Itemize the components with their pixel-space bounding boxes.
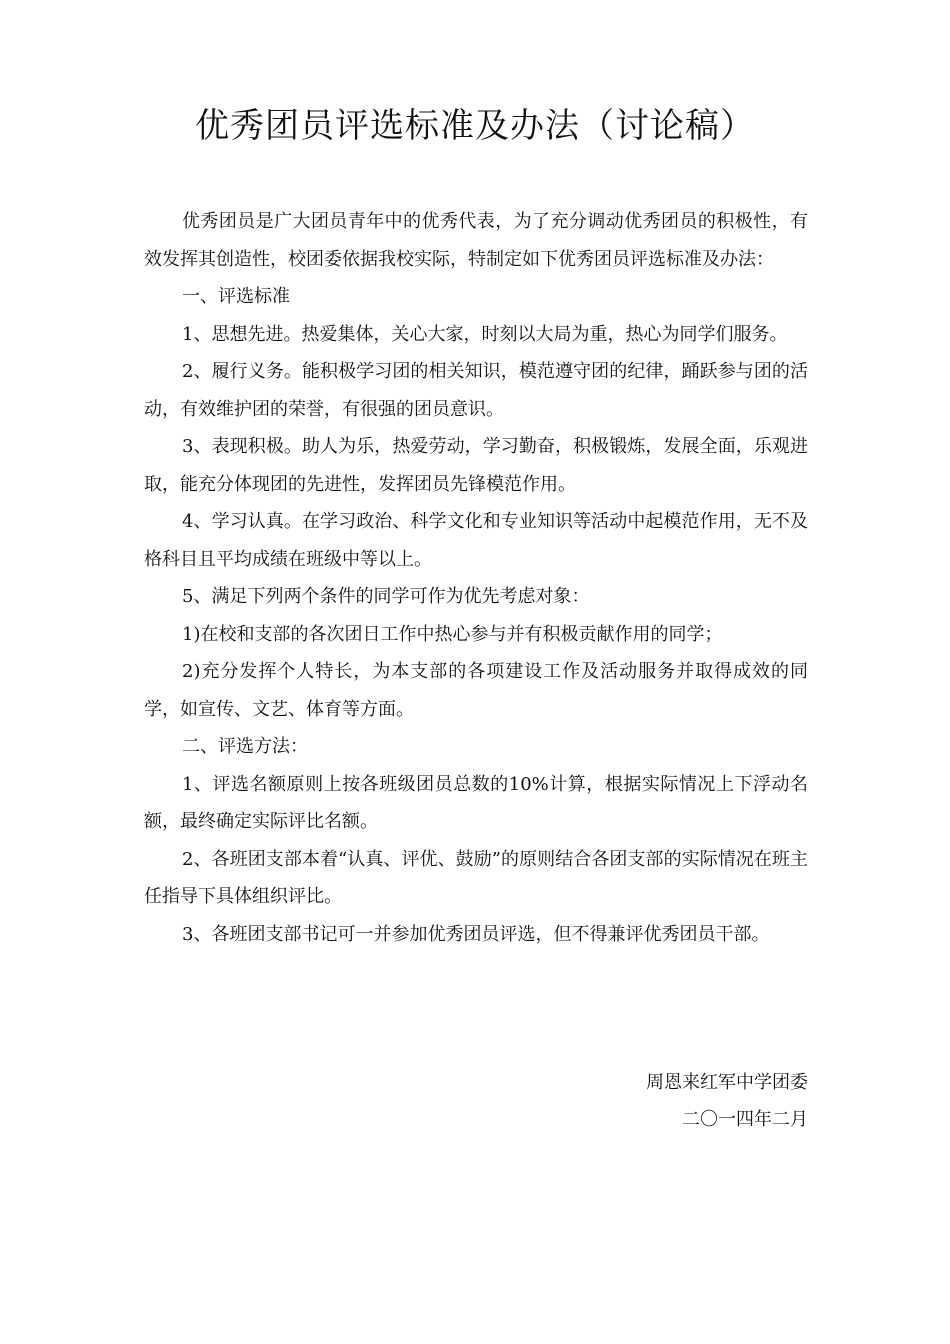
method-item-1: 1、评选名额原则上按各班级团员总数的10%计算，根据实际情况上下浮动名额，最终确定实际评比名额。	[144, 773, 808, 832]
method-item-2: 2、各班团支部本着“认真、评优、鼓励”的原则结合各团支部的实际情况在班主任指导下具体组织评比。	[144, 848, 808, 907]
section2-heading: 二、评选方法：	[182, 736, 308, 757]
standard-item-3: 3、表现积极。助人为乐，热爱劳动，学习勤奋，积极锻炼，发展全面，乐观进取，能充分体现团的先进性，发挥团员先锋模范作用。	[144, 436, 808, 495]
standard-item-2: 2、履行义务。能积极学习团的相关知识，模范遵守团的纪律，踊跃参与团的活动，有效维护团的荣誉，有很强的团员意识。	[144, 361, 808, 420]
priority-condition-2: 2)充分发挥个人特长，为本支部的各项建设工作及活动服务并取得成效的同学，如宣传、文艺、体育等方面。	[144, 661, 808, 720]
document-body	[144, 203, 808, 953]
standard-item-4: 4、学习认真。在学习政治、科学文化和专业知识等活动中起模范作用，无不及格科目且平均成绩在班级中等以上。	[144, 511, 808, 570]
signature-date: 二〇一四年二月	[682, 1109, 808, 1130]
priority-condition-1: 1)在校和支部的各次团日工作中热心参与并有积极贡献作用的同学；	[182, 623, 723, 645]
standard-item-5: 5、满足下列两个条件的同学可作为优先考虑对象：	[182, 586, 590, 607]
intro-paragraph: 优秀团员是广大团员青年中的优秀代表，为了充分调动优秀团员的积极性，有效发挥其创造性，校团委依据我校实际，特制定如下优秀团员评选标准及办法：	[144, 211, 808, 270]
signature-organization: 周恩来红军中学团委	[646, 1072, 808, 1093]
section1-heading: 一、评选标准	[182, 286, 290, 307]
signature-block	[646, 1064, 808, 1138]
document-title: 优秀团员评选标准及办法（讨论稿）	[195, 106, 755, 146]
method-item-3: 3、各班团支部书记可一并参加优秀团员评选，但不得兼评优秀团员干部。	[182, 923, 770, 945]
standard-item-1: 1、思想先进。热爱集体，关心大家，时刻以大局为重，热心为同学们服务。	[182, 323, 788, 345]
